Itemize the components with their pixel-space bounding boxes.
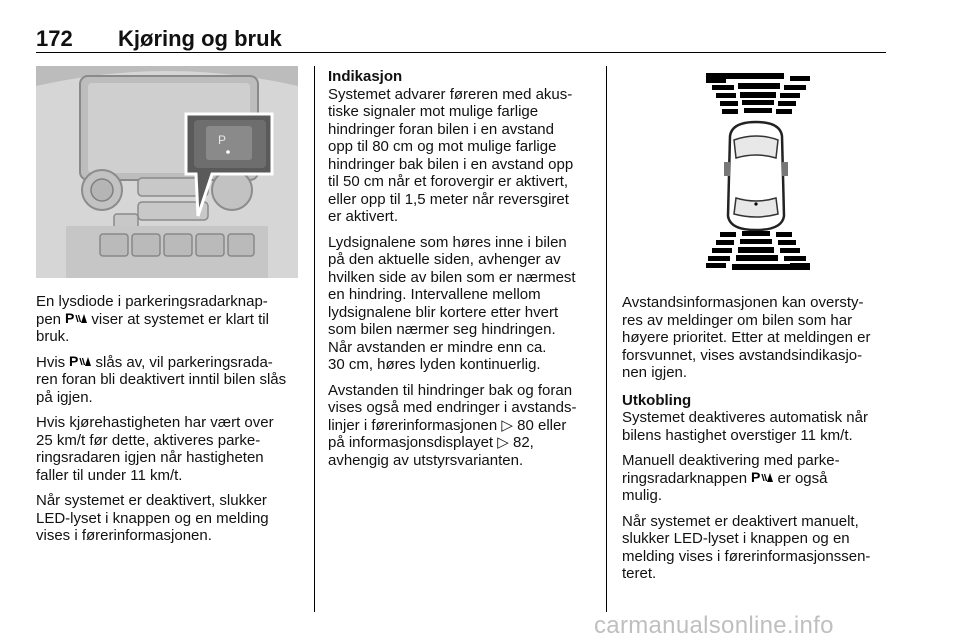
dash-button-label: P [218, 133, 227, 147]
parking-sensor-icon [65, 311, 87, 325]
paragraph: Avstandsinformasjonen kan oversty- res av meldinger om bilen som har høyere prioritet. Etter at meldingen er forsvunnet, vises avstandsindikasjo- nen igjen. [622, 294, 871, 381]
text-column-1 [36, 293, 298, 553]
section-heading: Indikasjon [328, 68, 403, 85]
section-heading: Utkobling [622, 391, 692, 409]
page-number: 172 [36, 26, 73, 51]
parking-radar-illustration [622, 66, 884, 278]
paragraph: Når systemet er deaktivert, slukker LED-lyset i knappen og en melding vises i førerinformasjonen. [36, 492, 269, 544]
dashboard-illustration [36, 66, 298, 278]
page-reference-link[interactable]: 80 eller [517, 416, 567, 434]
text-column-3 [622, 294, 890, 591]
paragraph: En lysdiode i parkeringsradarknap- pen P viser at systemet er klart til bruk. [36, 293, 269, 345]
column-divider [606, 66, 607, 612]
paragraph: Systemet deaktiveres automatisk når bilens hastighet overstiger 11 km/t. [622, 409, 868, 444]
paragraph: Hvis kjørehastigheten har vært over 25 km/t før dette, aktiveres parke- ringsradaren igjen når hastigheten faller til under 11 km/t. [36, 414, 274, 484]
paragraph: Hvis P slås av, vil parkeringsrada- ren foran bli deaktivert inntil bilen slås på igjen. [36, 353, 287, 406]
paragraph: Lydsignalene som høres inne i bilen på den aktuelle siden, avhenger av hvilken side av bilen som er nærmest en hindring. Intervallene mellom lydsignalene blir kortere etter hvert som bilen nærmer seg hindringen. Når avstanden er mindre enn ca. 30 cm, høres lyden kontinuerlig. [328, 233, 576, 373]
paragraph: Systemet advarer føreren med akus- tiske signaler mot mulige farlige hindringer foran bilen i en avstand opp til 80 cm og mot mulige farlige hindringer bak bilen i en avstand opp til 50 cm når et forovergir er aktivert, eller opp til 1,5 meter når reversgiret er aktivert. [328, 85, 574, 225]
page-reference-link[interactable]: 82, [512, 434, 534, 451]
page-title: Kjøring og bruk [118, 26, 282, 51]
svg-text:P: P [69, 353, 79, 368]
arrow-reference-icon: ▷ [497, 434, 509, 451]
watermark: carmanualsonline.info [594, 612, 834, 639]
paragraph: Manuell deaktivering med parke- ringsradarknappen P er også mulig. [622, 452, 840, 504]
paragraph: Avstanden til hindringer bak og foran vises også med endringer i avstands- linjer i førerinformasjonen ▷ 80 eller på informasjonsdisplayet ▷ 82, avhengig av utstyrsvarianten. [328, 381, 577, 469]
svg-text:P: P [65, 310, 75, 325]
paragraph: Når systemet er deaktivert manuelt, slukker LED-lyset i knappen og en melding vises i førerinformasjonssen- teret. [622, 512, 871, 582]
column-divider [314, 66, 315, 612]
arrow-reference-icon: ▷ [501, 416, 513, 434]
parking-sensor-icon [751, 470, 773, 484]
parking-sensor-icon [69, 354, 91, 368]
svg-text:P: P [751, 469, 761, 484]
text-column-2 [328, 68, 592, 477]
page-header [36, 18, 886, 53]
